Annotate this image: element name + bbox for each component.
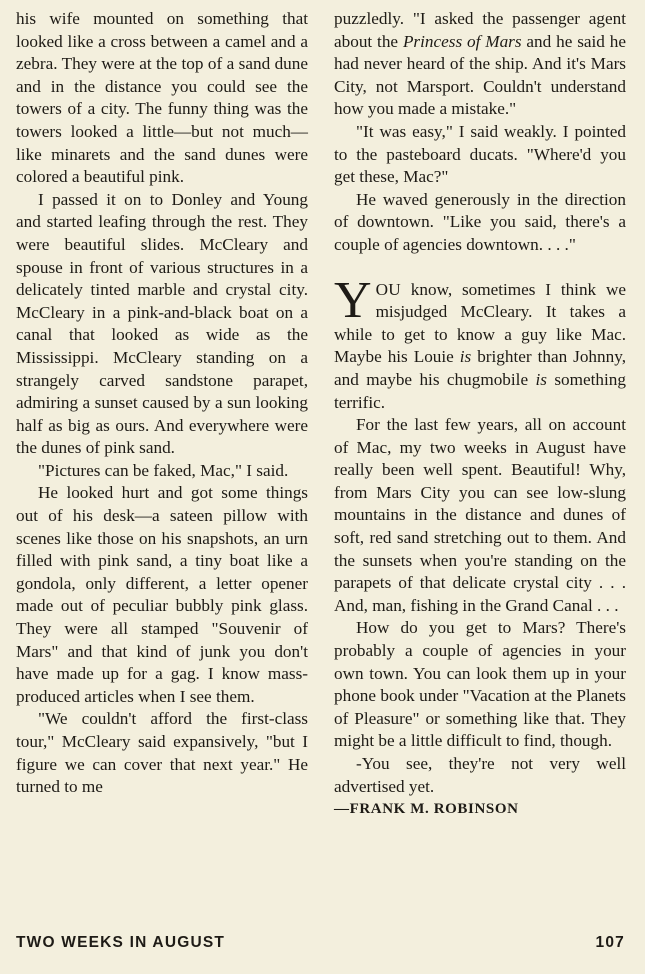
paragraph: He waved generously in the direction of downtown. "Like you said, there's a couple of agencies downtown. . . ." — [334, 189, 626, 254]
text-run: and he said he had never heard of the ship. And it's Mars City, not Marsport. Couldn't understand how you made a mistake." — [334, 31, 626, 119]
emphasis: is — [535, 369, 547, 389]
text-run: know, sometimes I think we misjudged McCleary. It takes a while to get to know a guy like Mac. Maybe his Louie — [334, 279, 626, 367]
paragraph — [334, 271, 626, 415]
text-run: puzzledly. "I asked the passenger agent about the — [334, 9, 626, 51]
paragraph: his wife mounted on something that looked like a cross between a camel and a zebra. They were at the top of a sand dune and in the distance you could see the towers of a city. The funny thing was the towers looked a little—but not much—like minarets and the sand dunes were colored a beautiful pink. — [16, 9, 308, 187]
emphasis: is — [459, 347, 472, 367]
paragraph: He looked hurt and got some things out of his desk—a sateen pillow with scenes like those on his snapshots, an urn filled with pink sand, a tiny boat like a gondola, only different, a letter opener made out of peculiar bubbly pink glass. They were all stamped "Souvenir of Mars" and that kind of junk you don't have made up for a gag. I know mass-produced articles when I see them. — [16, 483, 308, 706]
drop-cap: Y — [334, 271, 372, 329]
paragraph: -You see, they're not very well advertised yet. — [334, 754, 626, 796]
text-run: something terrific. — [334, 369, 626, 412]
paragraph: I passed it on to Donley and Young and started leafing through the rest. They were beautiful slides. McCleary and spouse in front of various structures in a delicately tinted marble and crystal city. McCleary in a pink-and-black boat on a canal that looked as wide as the Mississippi. McCleary standing on a strangely carved sandstone parapet, admiring a sunset caused by a sun looking half as big as ours. And everywhere were the dunes of pink sand. — [16, 189, 308, 458]
paragraph — [334, 8, 626, 121]
paragraph: "Pictures can be faked, Mac," I said. — [38, 460, 289, 480]
author-signature: —FRANK M. ROBINSON — [334, 801, 519, 818]
ship-name: Princess of Mars — [402, 31, 522, 51]
right-column — [334, 8, 626, 821]
paragraph: How do you get to Mars? There's probably a couple of agencies in your own town. You can look them up in your phone book under "Vacation at the Planets of Pleasure" or something like that. They might be a little difficult to find, though. — [334, 618, 626, 751]
text-run: brighter than Johnny, and maybe his chugmobile — [334, 347, 626, 389]
page-number: 107 — [595, 934, 625, 951]
left-column — [16, 8, 308, 799]
small-caps-lead: OU — [375, 279, 401, 299]
paragraph: "We couldn't afford the first-class tour," McCleary said expansively, "but I figure we can cover that next year." He turned to me — [16, 709, 308, 797]
paragraph: For the last few years, all on account of Mac, my two weeks in August have really been well spent. Beautiful! Why, from Mars City you can see low-slung mountains in the distance and dunes of soft, red sand stretching out to them. And the sunsets when you're standing on the parapets of that delicate crystal city . . . And, man, fishing in the Grand Canal . . . — [334, 415, 626, 615]
running-title: TWO WEEKS IN AUGUST — [16, 934, 226, 951]
section-break — [334, 257, 626, 279]
paragraph: "It was easy," I said weakly. I pointed to the pasteboard ducats. "Where'd you get these, Mac?" — [334, 121, 626, 187]
